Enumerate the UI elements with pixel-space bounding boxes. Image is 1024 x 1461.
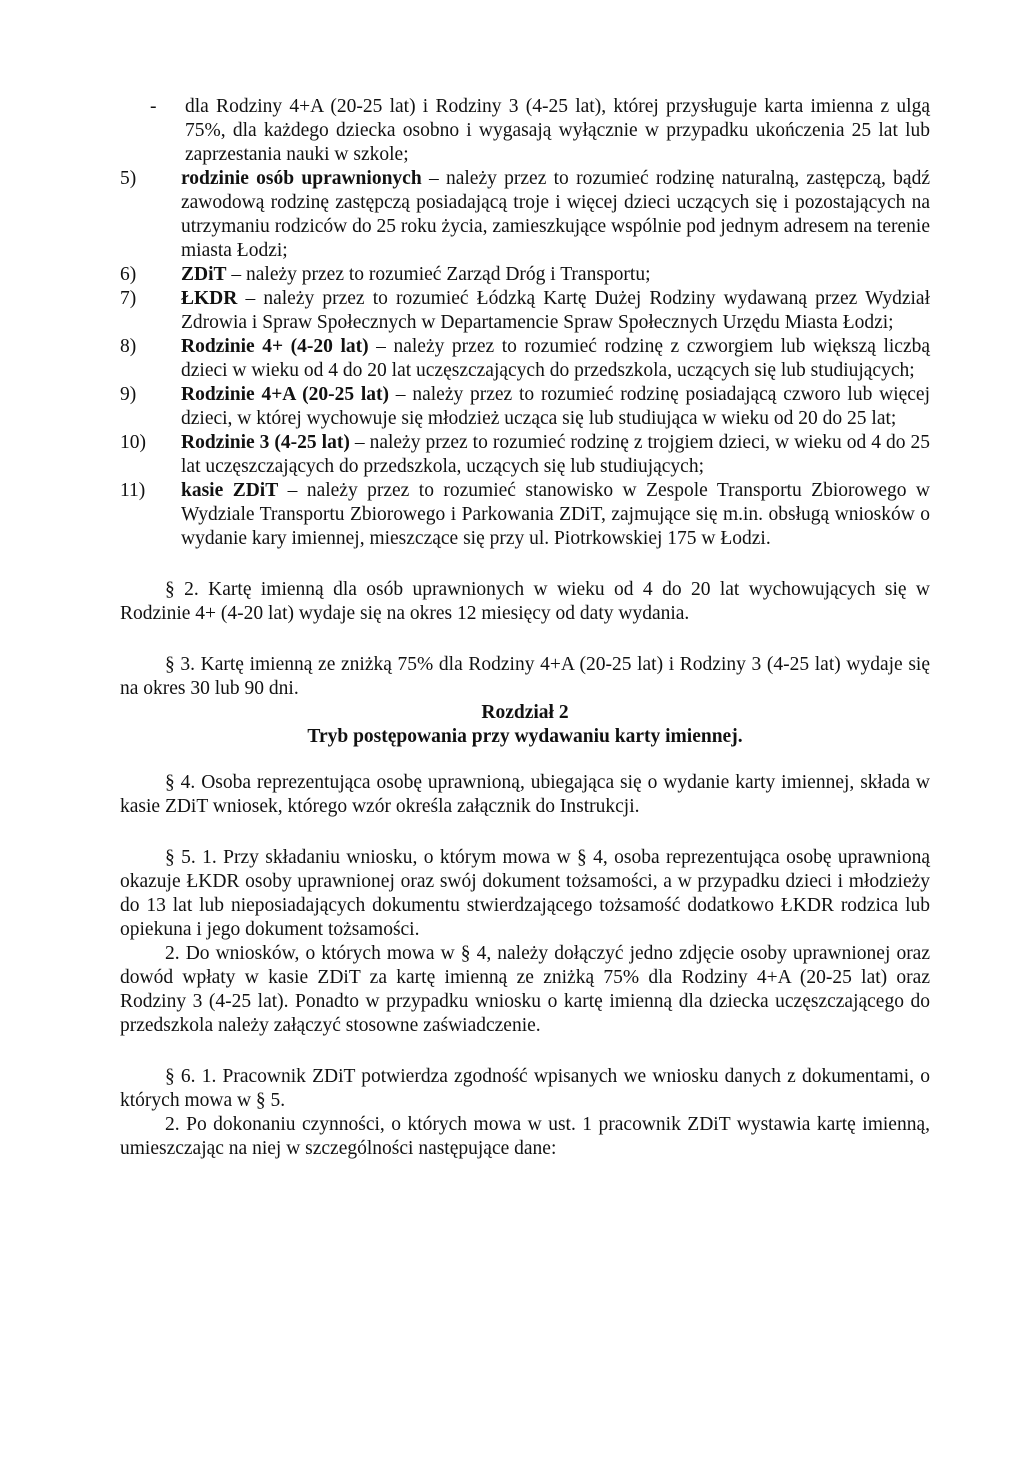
item-text: – należy przez to rozumieć rodzinę z trojgiem dzieci, w wieku od 4 do 25 lat uczęszczających do przedszkola, uczących się lub studiujących; <box>181 432 931 477</box>
item-number: 10) <box>120 432 146 453</box>
definition-item-10 <box>120 431 930 479</box>
item-number: 8) <box>120 336 137 357</box>
item-number: 5) <box>120 168 137 189</box>
chapter-subtitle: Tryb postępowania przy wydawaniu karty imiennej. <box>307 726 743 747</box>
item-number: 9) <box>120 384 137 405</box>
chapter-title: Rozdział 2 <box>481 702 569 723</box>
item-term: rodzinie osób uprawnionych <box>181 168 422 189</box>
item-text: – należy przez to rozumieć rodzinę posiadającą czworo lub więcej dzieci, w której wychowuje się młodzież ucząca się lub studiująca w wieku od 20 do 25 lat; <box>181 384 930 429</box>
item-text: – należy przez to rozumieć stanowisko w Zespole Transportu Zbiorowego w Wydziale Transportu Zbiorowego i Parkowania ZDiT, zajmujące się m.in. obsługą wniosków o wydanie kary imiennej, mieszczące się przy ul. Piotrkowskiej 175 w Łodzi. <box>181 480 930 549</box>
item-number: 11) <box>120 480 146 501</box>
item-number: 6) <box>120 264 137 285</box>
document-page <box>120 95 930 1161</box>
dash-marker: - <box>150 96 157 117</box>
definition-item-11 <box>120 479 930 551</box>
item-text: – należy przez to rozumieć Zarząd Dróg i Transportu; <box>226 264 651 285</box>
item-number: 7) <box>120 288 137 309</box>
item-term: Rodzinie 4+ (4-20 lat) <box>181 336 369 357</box>
definition-item-9 <box>120 383 930 431</box>
section-6-2: 2. Po dokonaniu czynności, o których mowa w ust. 1 pracownik ZDiT wystawia kartę imienną, umieszczając na niej w szczególności następujące dane: <box>120 1114 930 1159</box>
item-term: kasie ZDiT <box>181 480 279 501</box>
definition-item-8 <box>120 335 930 383</box>
section-6-1: § 6. 1. Pracownik ZDiT potwierdza zgodność wpisanych we wniosku danych z dokumentami, o których mowa w § 5. <box>120 1066 930 1111</box>
dash-item-text: dla Rodziny 4+A (20-25 lat) i Rodziny 3 (4-25 lat), której przysługuje karta imienna z ulgą 75%, dla każdego dziecka osobno i wygasają wyłącznie w przypadku ukończenia 25 lat lub zaprzestania nauki w szkole; <box>185 96 930 165</box>
definition-item-6 <box>120 263 930 287</box>
item-term: ŁKDR <box>181 288 238 309</box>
item-term: Rodzinie 4+A (20-25 lat) <box>181 384 390 405</box>
item-text: – należy przez to rozumieć rodzinę z czworgiem lub większą liczbą dzieci w wieku od 4 do 20 lat uczęszczających do przedszkola, uczących się lub studiujących; <box>181 336 930 381</box>
item-term: Rodzinie 3 (4-25 lat) <box>181 432 350 453</box>
section-2: § 2. Kartę imienną dla osób uprawnionych w wieku od 4 do 20 lat wychowujących się w Rodzinie 4+ (4-20 lat) wydaje się na okres 12 miesięcy od daty wydania. <box>120 579 930 624</box>
item-text: – należy przez to rozumieć rodzinę naturalną, zastępczą, bądź zawodową rodzinę zastępczą posiadającą troje i więcej dzieci uczących się i pozostających na utrzymaniu rodziców do 25 roku życia, zamieszkujące wspólnie pod jednym adresem na terenie miasta Łodzi; <box>181 168 930 261</box>
section-5-1: § 5. 1. Przy składaniu wniosku, o którym mowa w § 4, osoba reprezentująca osobę uprawnioną okazuje ŁKDR osoby uprawnionej oraz swój dokument tożsamości, a w przypadku dzieci i młodzieży do 13 lat lub nieposiadających dokumentu stwierdzającego tożsamość dodatkowo ŁKDR rodzica lub opiekuna i jego dokument tożsamości. <box>120 847 930 940</box>
section-3: § 3. Kartę imienną ze zniżką 75% dla Rodziny 4+A (20-25 lat) i Rodziny 3 (4-25 lat) wydaje się na okres 30 lub 90 dni. <box>120 654 930 699</box>
item-term: ZDiT <box>181 264 227 285</box>
section-5-2: 2. Do wniosków, o których mowa w § 4, należy dołączyć jedno zdjęcie osoby uprawnionej oraz dowód wpłaty w kasie ZDiT za kartę imienną ze zniżką 75% dla Rodziny 4+A (20-25 lat) oraz Rodziny 3 (4-25 lat). Ponadto w przypadku wniosku o kartę imienną dla dziecka uczęszczającego do przedszkola należy załączyć stosowne zaświadczenie. <box>120 943 930 1036</box>
item-text: – należy przez to rozumieć Łódzką Kartę Dużej Rodziny wydawaną przez Wydział Zdrowia i Spraw Społecznych w Departamencie Spraw Społecznych Urzędu Miasta Łodzi; <box>181 288 930 333</box>
dash-list-item <box>120 95 930 167</box>
section-4: § 4. Osoba reprezentująca osobę uprawnioną, ubiegająca się o wydanie karty imiennej, składa w kasie ZDiT wniosek, którego wzór określa załącznik do Instrukcji. <box>120 772 930 817</box>
definition-item-7 <box>120 287 930 335</box>
definition-item-5 <box>120 167 930 263</box>
